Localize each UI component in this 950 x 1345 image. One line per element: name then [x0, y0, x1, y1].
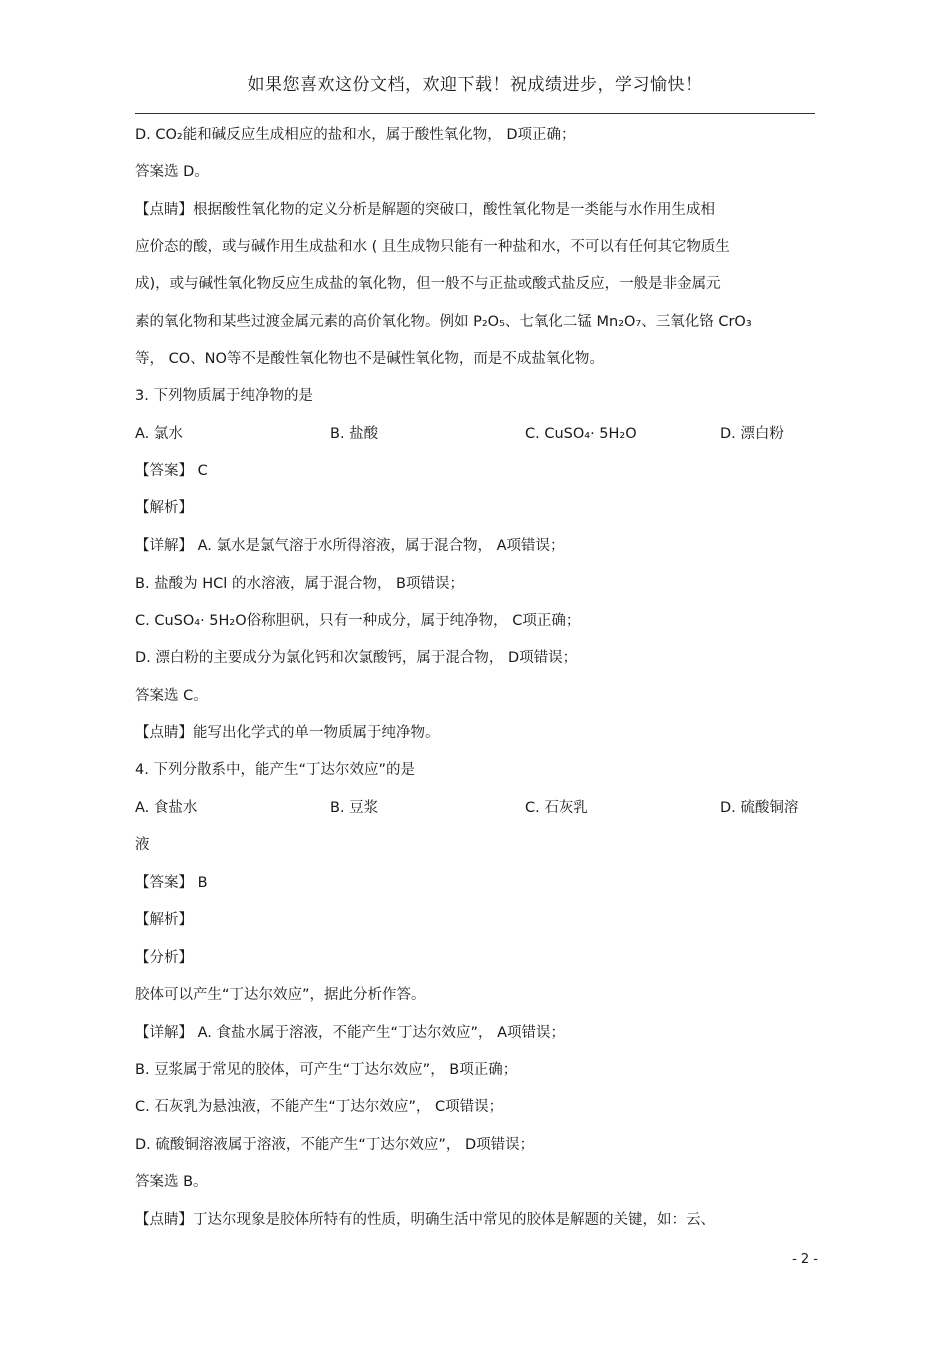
text-line: 成)，或与碱性氧化物反应生成盐的氧化物，但一般不与正盐或酸式盐反应，一般是非金属元: [135, 276, 721, 292]
question-4: 4. 下列分散系中，能产生“丁达尔效应”的是: [135, 762, 415, 778]
text-line: D. 漂白粉的主要成分为氯化钙和次氯酸钙，属于混合物， D项错误；: [135, 650, 578, 666]
q3-option-a: A. 氯水: [135, 426, 183, 442]
text-line: C. 石灰乳为悬浊液，不能产生“丁达尔效应”， C项错误；: [135, 1099, 504, 1115]
text-line: 胶体可以产生“丁达尔效应”，据此分析作答。: [135, 987, 426, 1003]
header-rule: [135, 113, 815, 114]
text-line: 【详解】 A. 氯水是氯气溶于水所得溶液，属于混合物， A项错误；: [135, 538, 565, 554]
page-header: 如果您喜欢这份文档，欢迎下载！祝成绩进步，学习愉快！: [247, 75, 703, 95]
text-line: C. CuSO₄· 5H₂O俗称胆矾，只有一种成分，属于纯净物， C项正确；: [135, 613, 581, 629]
q3-option-c: C. CuSO₄· 5H₂O: [525, 426, 637, 442]
text-line: 素的氧化物和某些过渡金属元素的高价氧化物。例如 P₂O₅、七氧化二锰 Mn₂O₇、三氧化铬 CrO₃: [135, 314, 752, 330]
text-line: D. CO₂能和碱反应生成相应的盐和水，属于酸性氧化物， D项正确；: [135, 127, 576, 143]
text-line: 【点睛】丁达尔现象是胶体所特有的性质，明确生活中常见的胶体是解题的关键，如：云、: [135, 1212, 715, 1228]
text-line: B. 盐酸为 HCl 的水溶液，属于混合物， B项错误；: [135, 576, 464, 592]
text-line: D. 硫酸铜溶液属于溶液，不能产生“丁达尔效应”， D项错误；: [135, 1137, 535, 1153]
analysis-heading: 【分析】: [135, 950, 193, 966]
q4-option-c: C. 石灰乳: [525, 800, 588, 816]
text-line: 【点睛】根据酸性氧化物的定义分析是解题的突破口，酸性氧化物是一类能与水作用生成相: [135, 202, 715, 218]
answer-line: 【答案】 C: [135, 463, 208, 479]
text-line: 【点睛】能写出化学式的单一物质属于纯净物。: [135, 725, 440, 741]
text-line: 【详解】 A. 食盐水属于溶液，不能产生“丁达尔效应”， A项错误；: [135, 1025, 566, 1041]
q3-option-b: B. 盐酸: [330, 426, 379, 442]
page-number: - 2 -: [792, 1252, 818, 1267]
text-line: 等， CO、NO等不是酸性氧化物也不是碱性氧化物，而是不成盐氧化物。: [135, 351, 604, 367]
answer-line: 【答案】 B: [135, 875, 208, 891]
q4-option-a: A. 食盐水: [135, 800, 198, 816]
q4-option-b: B. 豆浆: [330, 800, 379, 816]
q3-option-d: D. 漂白粉: [720, 426, 784, 442]
q4-option-d: D. 硫酸铜溶: [720, 800, 799, 816]
text-line: 答案选 B。: [135, 1174, 208, 1190]
text-line: 答案选 D。: [135, 164, 209, 180]
text-line: B. 豆浆属于常见的胶体，可产生“丁达尔效应”， B项正确；: [135, 1062, 518, 1078]
text-line: 答案选 C。: [135, 688, 208, 704]
analysis-heading: 【解析】: [135, 912, 193, 928]
text-line: 液: [135, 837, 150, 853]
text-line: 应价态的酸，或与碱作用生成盐和水 ( 且生成物只能有一种盐和水，不可以有任何其它物质生: [135, 239, 730, 255]
question-3: 3. 下列物质属于纯净物的是: [135, 388, 313, 404]
analysis-heading: 【解析】: [135, 500, 193, 516]
